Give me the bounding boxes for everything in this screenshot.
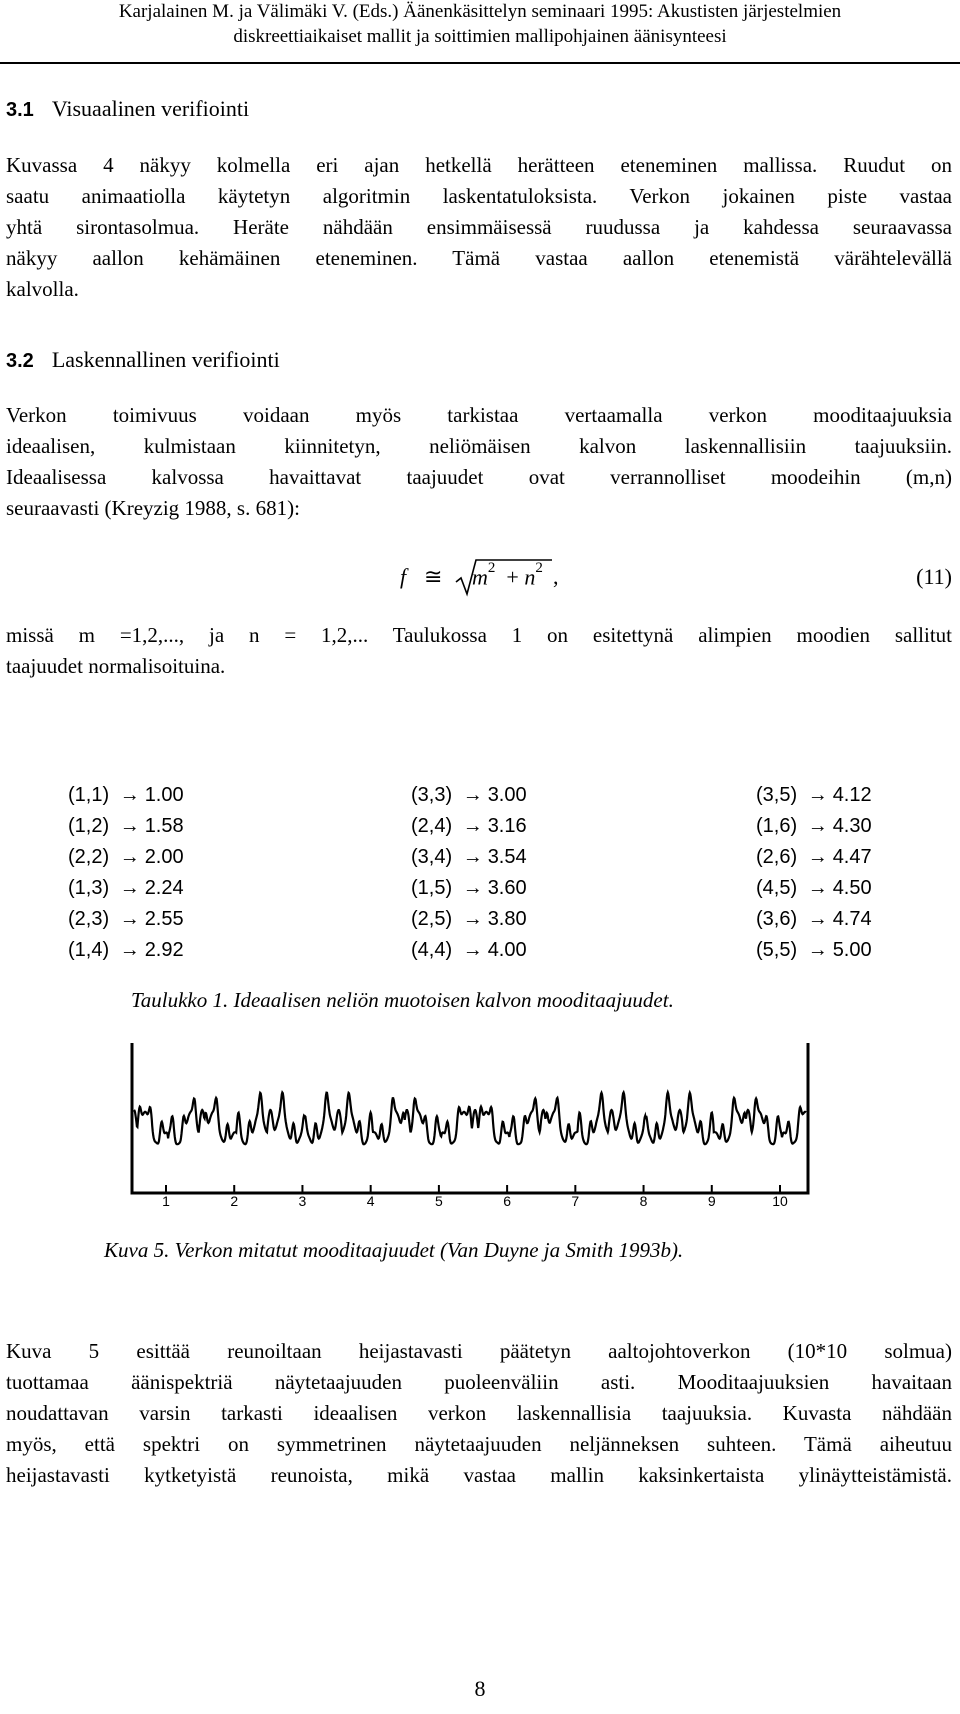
mode-table-column-1 (68, 780, 184, 966)
mode-table-column-3 (756, 780, 872, 966)
table-row (756, 811, 872, 842)
table-row (411, 780, 527, 811)
table-row (411, 873, 527, 904)
paragraph-line: Verkon toimivuus voidaan myös tarkistaa vertaamalla verkon mooditaajuuksia (6, 403, 952, 427)
paragraph-line: yhtä sirontasolmua. Heräte nähdään ensimmäisessä ruudussa ja kahdessa seuraavassa (6, 215, 952, 239)
table-row (411, 935, 527, 966)
arrow-icon: → (119, 877, 140, 899)
mode-frequency: 2.00 (144, 846, 184, 868)
axis-tick-label: 3 (298, 1193, 307, 1208)
axis-labels (162, 1193, 788, 1208)
section-3-2-paragraph (6, 400, 952, 524)
mode-index: (2,6) (756, 846, 798, 868)
mode-index: (2,3) (68, 908, 110, 930)
mode-index: (3,3) (411, 784, 453, 806)
closing-paragraph (6, 1336, 952, 1491)
table-row (68, 904, 184, 935)
paragraph-line: tuottamaa äänispektriä näytetaajuuden puoleenväliin asti. Mooditaajuuksien havaitaan (6, 1370, 952, 1394)
paragraph-line: Kuvassa 4 näkyy kolmella eri ajan hetkellä herätteen eteneminen mallissa. Ruudut on (6, 153, 952, 177)
page-number: 8 (474, 1676, 486, 1701)
mode-index: (4,5) (756, 877, 798, 899)
section-heading-3-2 (6, 347, 280, 373)
axis-tick-label: 7 (571, 1193, 580, 1208)
eq-exp-m: 2 (487, 560, 496, 576)
arrow-icon: → (807, 908, 828, 930)
table-row (411, 842, 527, 873)
eq-plus: + (506, 564, 519, 590)
mode-frequency: 4.74 (832, 908, 872, 930)
arrow-icon: → (807, 846, 828, 868)
spectrum-curve (134, 1092, 806, 1144)
mode-frequency: 4.47 (832, 846, 872, 868)
mode-index: (5,5) (756, 939, 798, 961)
equation-lhs: f (400, 564, 407, 589)
mode-frequency: 5.00 (832, 939, 872, 961)
paragraph-line: näkyy aallon kehämäinen eteneminen. Tämä vastaa aallon etenemistä värähtelevällä (6, 246, 952, 270)
axis-tick-label: 2 (230, 1193, 239, 1208)
axis-tick-label: 10 (772, 1193, 788, 1208)
mode-index: (1,1) (68, 784, 110, 806)
section-number: 3.1 (6, 99, 34, 121)
spectrum-figure (130, 1041, 810, 1208)
table-row (68, 811, 184, 842)
paragraph-line: saatu animaatiolla käytetyn algoritmin laskentatuloksista. Verkon jokainen piste vastaa (6, 184, 952, 208)
table-row (68, 873, 184, 904)
axis-tick-label: 4 (366, 1193, 375, 1208)
arrow-icon: → (119, 815, 140, 837)
table-row (756, 780, 872, 811)
equation-number: (11) (916, 564, 952, 589)
paragraph-line: missä m =1,2,..., ja n = 1,2,... Taulukossa 1 on esitettynä alimpien moodien sallitut (6, 623, 952, 647)
mode-index: (1,4) (68, 939, 110, 961)
mode-index: (1,3) (68, 877, 110, 899)
eq-exp-n: 2 (535, 560, 543, 576)
table-row (68, 780, 184, 811)
mode-index: (2,2) (68, 846, 110, 868)
table-row (68, 842, 184, 873)
section-heading-3-1 (6, 96, 249, 122)
arrow-icon: → (462, 908, 483, 930)
mode-index: (3,6) (756, 908, 798, 930)
mode-frequency: 1.00 (144, 784, 184, 806)
running-header-line-2: diskreettiaikaiset mallit ja soittimien mallipohjainen äänisynteesi (233, 26, 727, 47)
axis-tick-label: 9 (707, 1193, 716, 1208)
axis-tick-label: 5 (434, 1193, 443, 1208)
axis-tick-label: 6 (503, 1193, 512, 1208)
section-title: Visuaalinen verifiointi (51, 96, 250, 121)
section-title: Laskennallinen verifiointi (51, 347, 280, 372)
mode-frequency: 3.16 (487, 815, 527, 837)
arrow-icon: → (119, 908, 140, 930)
table-row (68, 935, 184, 966)
paragraph-line: ideaalisen, kulmistaan kiinnitetyn, neliömäisen kalvon laskennallisiin taajuuksiin. (6, 434, 952, 458)
paragraph-line: seuraavasti (Kreyzig 1988, s. 681): (6, 496, 300, 520)
mode-index: (1,6) (756, 815, 798, 837)
mode-frequency: 4.50 (832, 877, 872, 899)
paragraph-line: Ideaalisessa kalvossa havaittavat taajuudet ovat verrannolliset moodeihin (m,n) (6, 465, 952, 489)
eq-n: n (524, 564, 536, 590)
table-row (411, 904, 527, 935)
equation-radicand (472, 560, 543, 590)
arrow-icon: → (462, 877, 483, 899)
paragraph-line: Kuva 5 esittää reunoiltaan heijastavasti päätetyn aaltojohtoverkon (10*10 solmua) (6, 1339, 952, 1363)
arrow-icon: → (119, 939, 140, 961)
mode-index: (2,4) (411, 815, 453, 837)
mode-index: (1,5) (411, 877, 453, 899)
table-row (756, 842, 872, 873)
arrow-icon: → (807, 939, 828, 961)
eq-comma: , (553, 564, 559, 589)
arrow-icon: → (807, 815, 828, 837)
paragraph-line: taajuudet normalisoituina. (6, 654, 226, 678)
mode-index: (2,5) (411, 908, 453, 930)
arrow-icon: → (462, 846, 483, 868)
mode-frequency: 3.80 (487, 908, 527, 930)
after-equation-paragraph (6, 620, 952, 682)
table-row (411, 811, 527, 842)
arrow-icon: → (462, 815, 483, 837)
mode-frequency: 2.24 (144, 877, 184, 899)
table-row (756, 904, 872, 935)
arrow-icon: → (807, 877, 828, 899)
eq-m: m (472, 564, 488, 590)
table-row (756, 935, 872, 966)
paragraph-line: myös, että spektri on symmetrinen näytetaajuuden neljänneksen suhteen. Tämä aiheutuu (6, 1432, 952, 1456)
running-header-line-1: Karjalainen M. ja Välimäki V. (Eds.) Äänenkäsittelyn seminaari 1995: Akustisten järjestelmien (118, 1, 842, 22)
mode-frequency: 3.54 (487, 846, 527, 868)
mode-frequency: 2.92 (144, 939, 184, 961)
header-rule (0, 62, 960, 64)
figure-caption: Kuva 5. Verkon mitatut mooditaajuudet (Van Duyne ja Smith 1993b). (104, 1238, 684, 1262)
mode-frequency: 3.60 (487, 877, 527, 899)
arrow-icon: → (119, 846, 140, 868)
equation-relation: ≅ (424, 564, 443, 589)
table-caption: Taulukko 1. Ideaalisen neliön muotoisen kalvon mooditaajuudet. (131, 988, 674, 1012)
table-row (756, 873, 872, 904)
mode-index: (1,2) (68, 815, 110, 837)
mode-index: (3,4) (411, 846, 453, 868)
mode-index: (3,5) (756, 784, 798, 806)
axis-tick-label: 8 (639, 1193, 648, 1208)
mode-frequency: 4.30 (832, 815, 872, 837)
arrow-icon: → (462, 939, 483, 961)
equation-11 (400, 556, 952, 606)
paragraph-line: noudattavan varsin tarkasti ideaalisen verkon laskennallisia taajuuksia. Kuvasta nähdään (6, 1401, 952, 1425)
paragraph-line: heijastavasti kytketyistä reunoista, mikä vastaa mallin kaksinkertaista ylinäytteistämistä. (6, 1463, 952, 1487)
axis-tick-label: 1 (162, 1193, 170, 1208)
mode-frequency: 4.12 (832, 784, 872, 806)
arrow-icon: → (119, 784, 140, 806)
mode-frequency: 4.00 (487, 939, 527, 961)
mode-frequency: 1.58 (144, 815, 184, 837)
arrow-icon: → (807, 784, 828, 806)
paragraph-line: kalvolla. (6, 277, 79, 301)
mode-table-column-2 (411, 780, 527, 966)
mode-frequency: 2.55 (144, 908, 184, 930)
mode-index: (4,4) (411, 939, 453, 961)
arrow-icon: → (462, 784, 483, 806)
section-number: 3.2 (6, 350, 34, 372)
section-3-1-paragraph (6, 150, 952, 305)
mode-frequency: 3.00 (487, 784, 527, 806)
